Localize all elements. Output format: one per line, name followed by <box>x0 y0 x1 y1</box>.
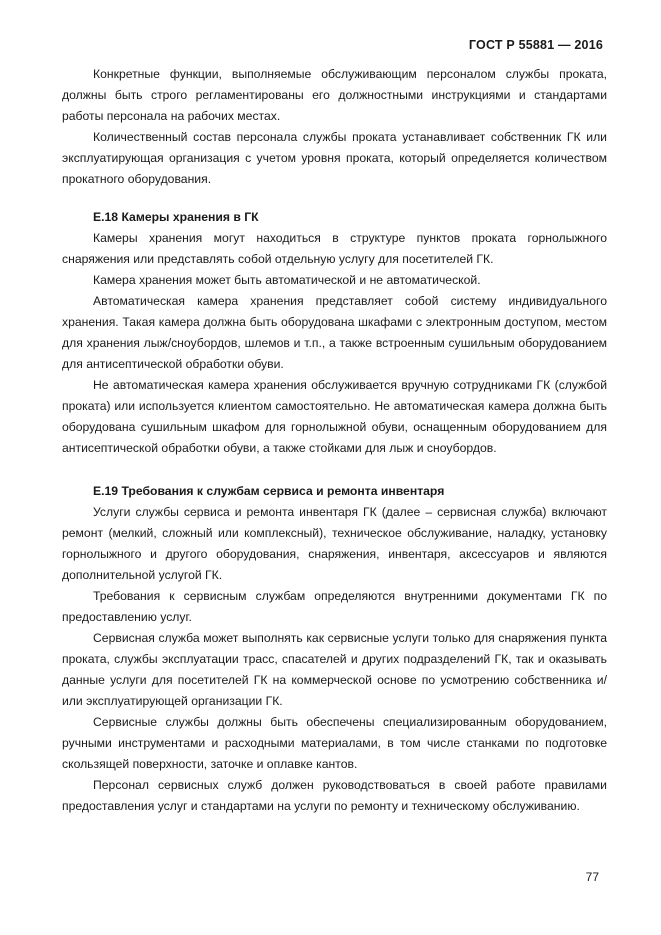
paragraph: Услуги службы сервиса и ремонта инвентаря ГК (далее – сервисная служба) включают ремонт (мелкий, сложный или комплексный), техническое обслуживание, наладку, установку горнолыжного и другого оборудования, снаряжения, инвентаря, аксессуаров и являются дополнительной услугой ГК. <box>62 505 607 582</box>
paragraph: Конкретные функции, выполняемые обслуживающим персоналом службы проката, должны быть строго регламентированы его должностными инструкциями и стандартами работы персонала на рабочих местах. <box>62 67 607 123</box>
paragraph: Камера хранения может быть автоматической и не автоматической. <box>93 273 481 287</box>
paragraph: Персонал сервисных служб должен руководствоваться в своей работе правилами предоставления услуг и стандартами на услуги по ремонту и техническому обслуживанию. <box>62 778 607 813</box>
section-heading-e19: Е.19 Требования к службам сервиса и ремонта инвентаря <box>93 484 445 498</box>
paragraph: Количественный состав персонала службы проката устанавливает собственник ГК или эксплуатирующая организация с учетом уровня проката, который определяется количеством прокатного оборудования. <box>62 130 607 186</box>
paragraph: Сервисные службы должны быть обеспечены специализированным оборудованием, ручными инструментами и расходными материалами, в том числе станками по подготовке скользящей поверхности, заточке и оплавке кантов. <box>62 715 607 771</box>
page-number: 77 <box>585 870 599 884</box>
document-body <box>62 64 607 817</box>
document-header: ГОСТ Р 55881 — 2016 <box>468 38 603 52</box>
paragraph: Автоматическая камера хранения представляет собой систему индивидуального хранения. Такая камера должна быть оборудована шкафами с электронным доступом, местом для хранения лыж/сноубордов, шлемов и т.п., а также встроенным сушильным оборудованием для антисептической обработки обуви. <box>62 294 607 371</box>
paragraph: Требования к сервисным службам определяются внутренними документами ГК по предоставлению услуг. <box>62 589 607 624</box>
paragraph: Сервисная служба может выполнять как сервисные услуги только для снаряжения пункта проката, службы эксплуатации трасс, спасателей и других подразделений ГК, так и оказывать данные услуги для посетителей ГК на коммерческой основе по усмотрению собственника и/или эксплуатирующей организации ГК. <box>62 631 607 708</box>
paragraph: Камеры хранения могут находиться в структуре пунктов проката горнолыжного снаряжения или представлять собой отдельную услугу для посетителей ГК. <box>62 231 607 266</box>
paragraph: Не автоматическая камера хранения обслуживается вручную сотрудниками ГК (службой проката) или используется клиентом самостоятельно. Не автоматическая камера должна быть оборудована сушильным шкафом для горнолыжной обуви, оснащенным оборудованием для антисептической обработки обуви, а также стойками для лыж и сноубордов. <box>62 378 607 455</box>
section-heading-e18: Е.18 Камеры хранения в ГК <box>93 210 259 224</box>
